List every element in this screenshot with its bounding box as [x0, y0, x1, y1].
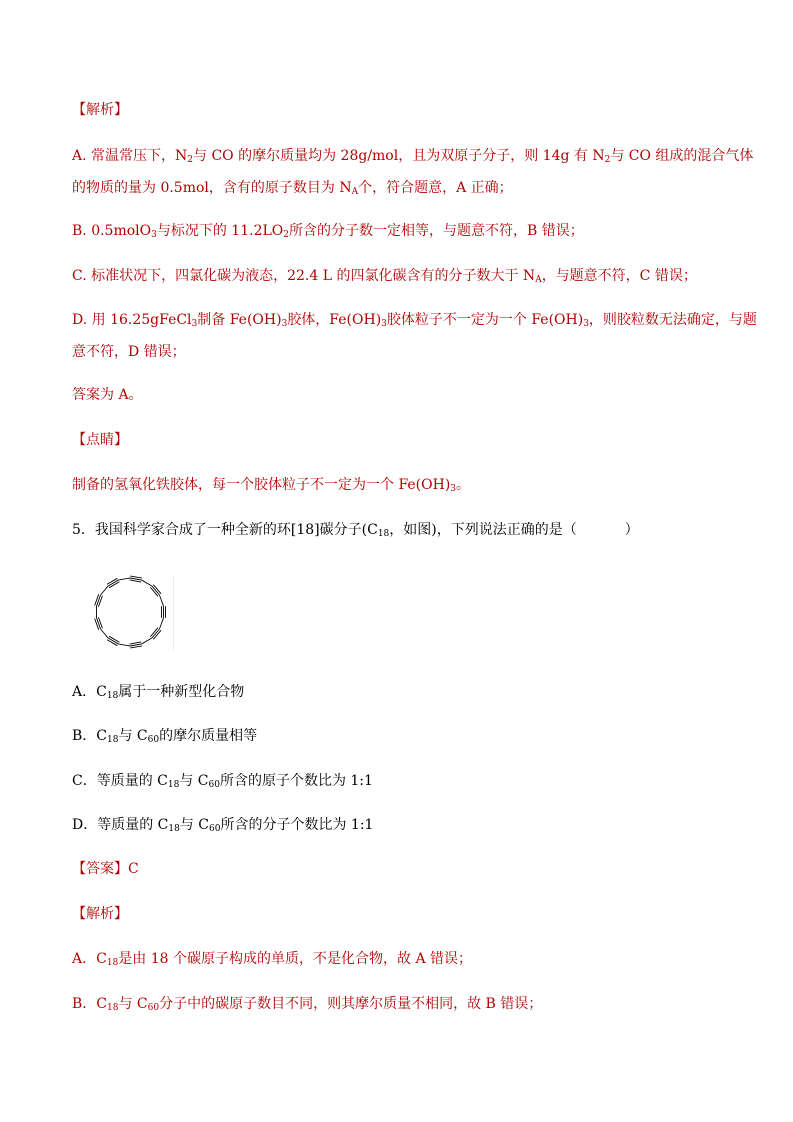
- explanation-option-c: C. 标准状况下，四氯化碳为液态，22.4 L 的四氯化碳含有的分子数大于 $N_A$，与题意不符，C 错误；: [72, 268, 697, 285]
- ring-bond-11-0: [101, 629, 109, 638]
- ring-bond-12-2: [98, 617, 102, 628]
- ring-bond-14-1: [97, 595, 101, 606]
- ring-bond-0-1: [130, 578, 142, 580]
- carbon-ring-figure: [88, 570, 174, 650]
- ring-bond-15-0: [101, 586, 109, 595]
- analysis-2-option-b: B．$C_{18}$与 $C_{60}$分子中的碳原子数目不同，则其摩尔质量不相同，故 B 错误；: [72, 996, 543, 1013]
- ring-bond-1-0: [142, 580, 152, 586]
- ring-bond-14-0: [95, 594, 99, 605]
- explanation-option-b: B. 0.5molO$_3$与标况下的 $11.2LO_2$所含的分子数一定相等，与题意不符，B 错误；: [72, 223, 584, 240]
- explanation-option-a: A. 常温常压下，$N_2$与 CO 的摩尔质量均为 28g/mol，且为双原子分子，则 14g 有 $N_2$与 CO 组成的混合气体: [72, 148, 754, 165]
- ring-bond-8-0: [130, 646, 142, 648]
- ring-bond-0-0: [130, 576, 142, 578]
- key-point-heading: 【点睛】: [72, 432, 128, 448]
- question-5-option-d: D．等质量的 $C_{18}$与 $C_{60}$所含的分子个数比为 1:1: [72, 817, 374, 834]
- analysis-heading: 【解析】: [72, 102, 128, 118]
- answer-line: 【答案】C: [72, 861, 139, 877]
- analysis-heading-2: 【解析】: [72, 906, 128, 922]
- ring-bond-12-0: [95, 619, 99, 630]
- ring-bond-0-2: [130, 580, 142, 582]
- analysis-2-option-a: A．$C_{18}$是由 18 个碳原子构成的单质，不是化合物，故 A 错误；: [72, 951, 473, 968]
- question-5-option-b: B．$C_{18}$与 $C_{60}$的摩尔质量相等: [72, 728, 258, 745]
- explanation-option-d: D. 用 16.25gFeCl$_3$制备 $Fe(OH)_3$胶体，$Fe(OH)_3$胶体粒子不一定为一个 $Fe(OH)_3$，则胶粒数无法确定，与题: [72, 312, 757, 329]
- ring-bond-12-1: [97, 618, 101, 629]
- ring-bond-9-0: [118, 644, 130, 646]
- explanation-option-a-line2: 的物质的量为 0.5mol，含有的原子数目为 $N_A$个，符合题意，A 正确；: [72, 180, 513, 197]
- ring-bond-3-0: [159, 595, 163, 606]
- ring-bond-8-2: [130, 642, 142, 644]
- question-5-option-a: A．$C_{18}$属于一种新型化合物: [72, 684, 245, 701]
- question-5-option-c: C．等质量的 $C_{18}$与 $C_{60}$所含的原子个数比为 1:1: [72, 773, 373, 790]
- ring-bond-8-1: [130, 644, 142, 646]
- ring-bond-17-0: [118, 578, 130, 580]
- answer-statement: 答案为 A。: [72, 387, 143, 403]
- ring-bond-5-0: [159, 618, 163, 629]
- explanation-option-d-line2: 意不符，D 错误；: [72, 344, 186, 360]
- ring-bond-14-2: [98, 596, 102, 607]
- key-point-text: 制备的氢氧化铁胶体，每一个胶体粒子不一定为一个 $Fe(OH)_3$。: [72, 477, 471, 494]
- ring-bond-7-0: [142, 638, 152, 644]
- question-5-stem: 5．我国科学家合成了一种全新的环[18]碳分子($C_{18}$，如图)，下列说法正确的是（ ）: [72, 522, 639, 539]
